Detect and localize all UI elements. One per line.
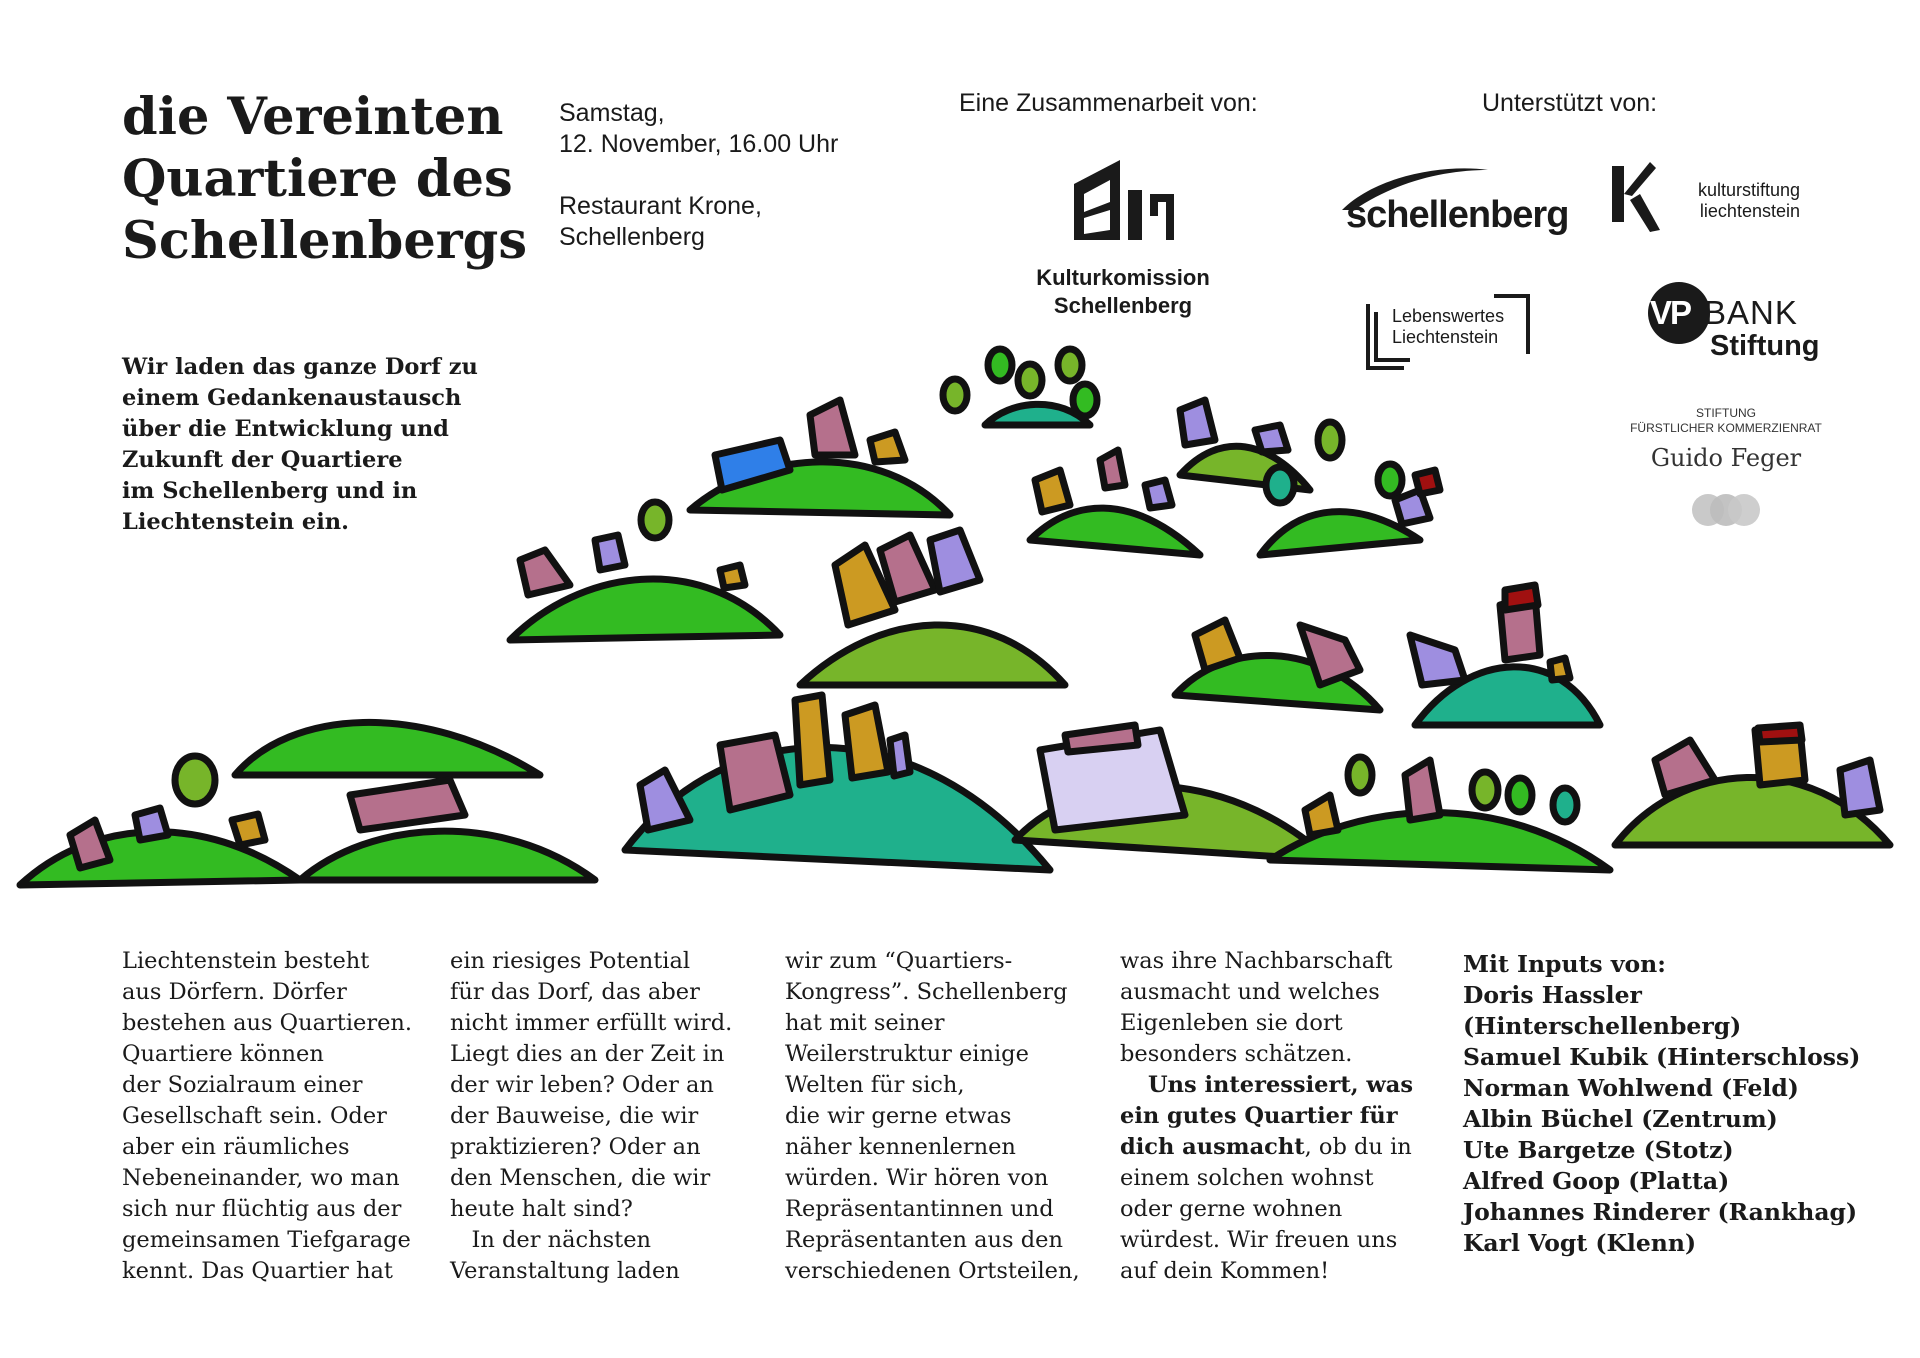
kulturstiftung-k-icon (1610, 160, 1666, 234)
support-heading: Unterstützt von: (1482, 89, 1658, 117)
event-date-time: 12. November, 16.00 Uhr (559, 130, 839, 158)
inputs-heading: Mit Inputs von: (1463, 950, 1666, 978)
inputs-list (1463, 949, 1860, 1259)
event-place: Schellenberg (559, 223, 705, 251)
lebenswertes-logo: Lebenswertes Liechtenstein (1392, 306, 1505, 347)
list-item: Doris Hassler (1463, 981, 1642, 1009)
body-column-1: Liechtenstein besteht aus Dörfern. Dörfer bestehen aus Quartieren. Quartiere können der Sozialraum einer Gesellschaft sein. Oder aber ein räumliches Nebeneinander, wo man sich nur flüchtig aus der gemeinsamen Tiefgarage kennt. Das Quartier hat (122, 948, 413, 1284)
body-column-4: was ihre Nachbarschaft ausmacht und welches Eigenleben sie dort besonders schätzen. Uns interessiert, was ein gutes Quartier für dich ausmacht, ob du in einem solchen wohnst oder gerne wohnen würdest. Wir freuen uns auf dein Kommen! (1120, 948, 1413, 1284)
guido-feger-name: Guido Feger (1650, 444, 1802, 472)
list-item: Norman Wohlwend (Feld) (1463, 1074, 1799, 1102)
page-title (122, 86, 542, 272)
vp-mark: VP (1650, 294, 1691, 331)
kulturkomission-name: Kulturkomission Schellenberg (1036, 265, 1210, 318)
kulturstiftung-logo: kulturstiftung liechtenstein (1697, 180, 1800, 221)
title-line: Schellenbergs (122, 211, 528, 271)
collaboration-heading: Eine Zusammenarbeit von: (959, 89, 1258, 117)
list-item: Johannes Rinderer (Rankhag) (1463, 1198, 1858, 1226)
list-item: Karl Vogt (Klenn) (1463, 1229, 1697, 1257)
list-item: (Hinterschellenberg) (1463, 1012, 1742, 1040)
guido-feger-stiftung: STIFTUNG FÜRSTLICHER KOMMERZIENRAT (1630, 406, 1822, 435)
event-venue: Restaurant Krone, (559, 192, 762, 220)
title-line: Quartiere des (122, 149, 513, 209)
schellenberg-logo: schellenberg (1346, 194, 1569, 236)
body-column-3: wir zum “Quartiers- Kongress”. Schellenberg hat mit seiner Weilerstruktur einige Welten für sich, die wir gerne etwas näher kennenlernen würden. Wir hören von Repräsentantinnen und Repräsentanten aus den verschiedenen Ortsteilen, (785, 948, 1080, 1284)
list-item: Ute Bargetze (Stotz) (1463, 1136, 1734, 1164)
list-item: Alfred Goop (Platta) (1463, 1167, 1730, 1195)
kulturkomission-logo (1070, 156, 1180, 242)
vp-bank-stiftung: Stiftung (1710, 330, 1820, 362)
village-hills-illustration (0, 340, 1920, 900)
event-info (559, 98, 838, 253)
list-item: Samuel Kubik (Hinterschloss) (1463, 1043, 1861, 1071)
event-day: Samstag, (559, 99, 665, 127)
title-line: die Vereinten (122, 87, 504, 147)
vp-bank-name: BANK (1704, 294, 1798, 331)
body-column-2: ein riesiges Potential für das Dorf, das aber nicht immer erfüllt wird. Liegt dies an der Zeit in der wir leben? Oder an der Bauweise, die wir praktizieren? Oder an den Menschen, die wir heute halt sind? In der nächsten Veranstaltung laden (450, 948, 733, 1284)
intro-text: Wir laden das ganze Dorf zu einem Gedankenaustausch über die Entwicklung und Zukunft der Quartiere im Schellenberg und in Liechtenstein ein. (122, 354, 478, 535)
list-item: Albin Büchel (Zentrum) (1463, 1105, 1778, 1133)
